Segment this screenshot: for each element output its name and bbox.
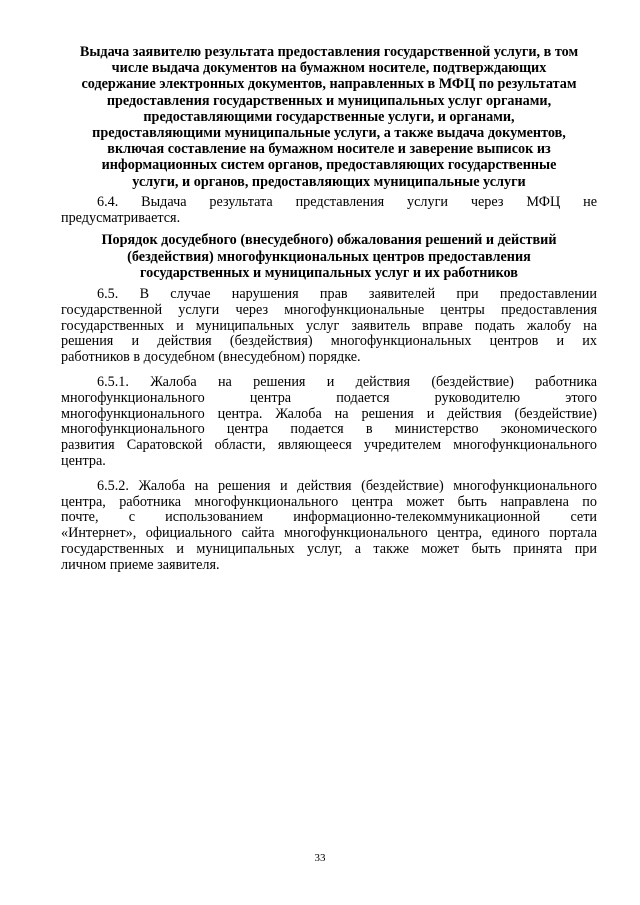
paragraph-line: многофункционального центра. Жалоба на решения и действия (бездействие)	[61, 405, 597, 422]
paragraph-line: 6.5.2. Жалоба на решения и действия (бездействие) многофункционального	[97, 477, 597, 494]
paragraph-line: личном приеме заявителя.	[61, 556, 220, 573]
paragraph-6-4	[61, 195, 597, 227]
paragraph-line: государственных и муниципальных услуг, а также может быть принята при	[61, 540, 597, 557]
heading-line: предоставляющими муниципальные услуги, а также выдача документов,	[92, 125, 566, 142]
heading-line: (бездействия) многофункциональных центров предоставления	[127, 248, 531, 265]
paragraph-line: многофункционального центра подается в министерство экономического	[61, 421, 597, 438]
paragraph-line: центра, работника многофункционального центра может быть направлена по	[61, 493, 597, 510]
paragraph-line: развития Саратовской области, являющееся учредителем многофункционального	[61, 437, 597, 454]
heading-line: числе выдача документов на бумажном носителе, подтверждающих	[111, 60, 547, 77]
heading-line: предоставляющими государственные услуги, и органами,	[143, 108, 515, 125]
paragraph-6-5-2	[61, 479, 597, 574]
paragraph-6-5	[61, 287, 597, 366]
heading-line: Порядок досудебного (внесудебного) обжалования решений и действий	[101, 232, 557, 249]
heading-line: включая составление на бумажном носителе и заверение выписок из	[107, 141, 551, 158]
paragraph-line: 6.4. Выдача результата представления услуги через МФЦ не	[97, 193, 597, 210]
paragraph-line: «Интернет», официального сайта многофункционального центра, единого портала	[61, 525, 597, 542]
section-heading-result-issuance	[61, 44, 597, 190]
section-heading-appeal-procedure	[61, 232, 597, 281]
heading-line: Выдача заявителю результата предоставления государственной услуги, в том	[79, 44, 579, 60]
paragraph-line: предусматривается.	[61, 209, 181, 226]
paragraph-line: государственных и муниципальных услуг заявитель вправе подать жалобу на	[61, 317, 597, 334]
paragraph-line: 6.5. В случае нарушения прав заявителей при предоставлении	[97, 286, 597, 303]
page-number: 33	[314, 852, 326, 864]
heading-line: государственных и муниципальных услуг и их работников	[140, 264, 518, 281]
paragraph-line: почте, с использованием информационно-телекоммуникационной сети	[61, 509, 597, 526]
paragraph-line: центра.	[61, 453, 106, 469]
paragraph-6-5-1	[61, 375, 597, 470]
heading-line: содержание электронных документов, направленных в МФЦ по результатам	[81, 76, 577, 93]
document-page	[61, 44, 597, 574]
heading-line: предоставления государственных и муниципальных услуг органами,	[106, 92, 552, 109]
paragraph-line: работников в досудебном (внесудебном) порядке.	[61, 349, 361, 366]
heading-line: услуги, и органов, предоставляющих муниципальные услуги	[132, 173, 526, 190]
heading-line: информационных систем органов, предоставляющих государственные	[101, 157, 557, 174]
paragraph-line: государственной услуги через многофункциональные центры предоставления	[61, 301, 597, 318]
paragraph-line: решения и действия (бездействия) многофункциональных центров и их	[61, 333, 597, 350]
paragraph-line: 6.5.1. Жалоба на решения и действия (бездействие) работника	[97, 374, 597, 391]
paragraph-line: многофункционального центра подается руководителю этого	[61, 389, 597, 406]
